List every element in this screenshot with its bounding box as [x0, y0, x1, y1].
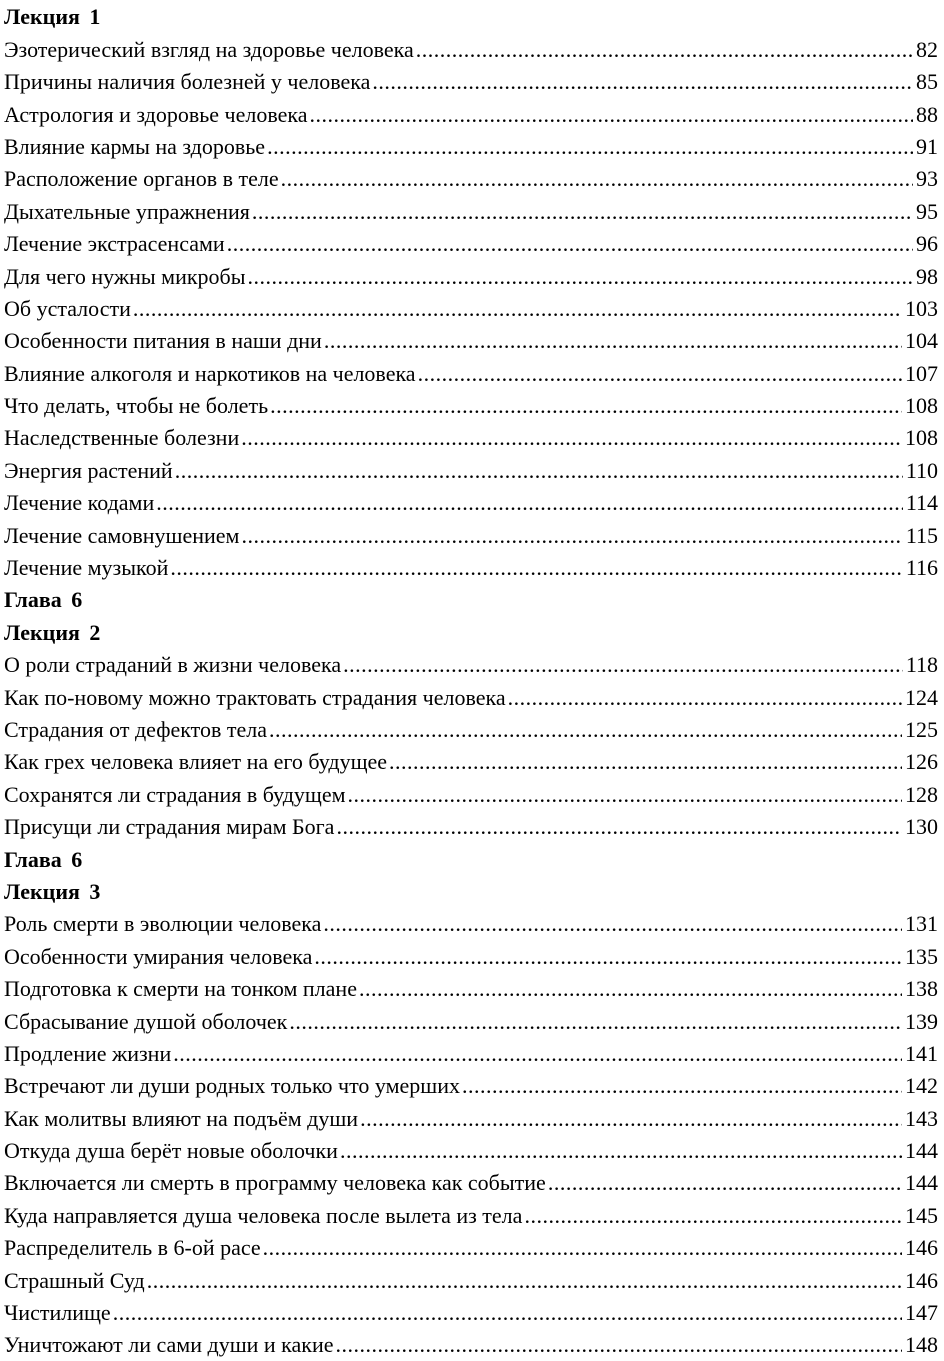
toc-entry-page-number: 114 — [905, 490, 938, 516]
dot-leader — [241, 523, 902, 549]
toc-entry — [4, 1070, 938, 1102]
toc-entry-page-number: 146 — [905, 1235, 938, 1261]
toc-entry — [4, 519, 938, 551]
dot-leader — [281, 166, 913, 192]
toc-entry-title: Эзотерический взгляд на здоровье человека — [4, 36, 414, 62]
toc-entry-title: Для чего нужны микробы — [4, 263, 246, 289]
toc-entry-page-number: 118 — [905, 652, 938, 678]
toc-entry — [4, 908, 938, 940]
toc-entry-page-number: 110 — [905, 457, 938, 483]
toc-entry — [4, 778, 938, 810]
dot-leader — [348, 782, 902, 808]
dot-leader — [548, 1170, 902, 1196]
table-of-contents — [4, 1, 938, 1361]
toc-entry — [4, 1135, 938, 1167]
toc-entry-title: Лечение экстрасенсами — [4, 231, 225, 257]
dot-leader — [418, 361, 902, 387]
toc-entry-title: Расположение органов в теле — [4, 166, 279, 192]
toc-entry-page-number: 124 — [905, 684, 938, 710]
toc-entry-title: Чистилище — [4, 1300, 111, 1326]
toc-entry-title: Энергия растений — [4, 457, 173, 483]
dot-leader — [156, 490, 903, 516]
toc-entry-page-number: 108 — [905, 425, 938, 451]
toc-entry-title: Как грех человека влияет на его будущее — [4, 749, 388, 775]
toc-entry — [4, 1005, 938, 1037]
toc-entry-page-number: 116 — [905, 555, 938, 581]
toc-entry — [4, 422, 938, 454]
toc-entry-title: Встречают ли души родных только что умерших — [4, 1073, 461, 1099]
toc-entry-title: Особенности умирания человека — [4, 943, 313, 969]
section-heading: Лекция 2 — [4, 619, 101, 645]
toc-entry-title: Влияние алкоголя и наркотиков на человека — [4, 360, 416, 386]
toc-entry-page-number: 142 — [905, 1073, 938, 1099]
toc-entry-page-number: 147 — [905, 1300, 938, 1326]
toc-entry-page-number: 146 — [905, 1267, 938, 1293]
dot-leader — [263, 1235, 902, 1261]
toc-entry — [4, 487, 938, 519]
toc-entry — [4, 1297, 938, 1329]
toc-entry-title: Наследственные болезни — [4, 425, 240, 451]
toc-entry — [4, 260, 938, 292]
dot-leader — [252, 199, 913, 225]
dot-leader — [173, 1041, 902, 1067]
toc-entry — [4, 1264, 938, 1296]
toc-entry — [4, 940, 938, 972]
dot-leader — [462, 1073, 902, 1099]
toc-entry-title: О роли страданий в жизни человека — [4, 652, 342, 678]
toc-entry — [4, 746, 938, 778]
toc-entry-page-number: 126 — [905, 749, 938, 775]
toc-entry-page-number: 125 — [905, 716, 938, 742]
toc-entry-page-number: 88 — [916, 101, 938, 127]
toc-entry-page-number: 145 — [905, 1202, 938, 1228]
toc-entry-title: Как по-новому можно трактовать страдания человека — [4, 684, 506, 710]
dot-leader — [270, 393, 902, 419]
toc-entry — [4, 163, 938, 195]
toc-entry-page-number: 144 — [905, 1138, 938, 1164]
toc-entry — [4, 195, 938, 227]
toc-entry-page-number: 93 — [916, 166, 938, 192]
toc-entry-page-number: 107 — [905, 360, 938, 386]
toc-entry-page-number: 95 — [916, 198, 938, 224]
toc-entry-title: Страдания от дефектов тела — [4, 716, 267, 742]
dot-leader — [336, 814, 902, 840]
toc-entry — [4, 714, 938, 746]
toc-entry — [4, 552, 938, 584]
toc-entry-title: Дыхательные упражнения — [4, 198, 250, 224]
toc-entry — [4, 325, 938, 357]
toc-entry-title: Страшный Суд — [4, 1267, 145, 1293]
toc-entry-page-number: 128 — [905, 781, 938, 807]
dot-leader — [113, 1300, 902, 1326]
toc-entry-page-number: 143 — [905, 1105, 938, 1131]
toc-entry-title: Об усталости — [4, 295, 131, 321]
toc-entry-title: Включается ли смерть в программу человека как событие — [4, 1170, 546, 1196]
toc-entry-title: Лечение музыкой — [4, 555, 169, 581]
dot-leader — [323, 911, 902, 937]
toc-entry — [4, 811, 938, 843]
toc-entry-title: Сбрасывание душой оболочек — [4, 1008, 288, 1034]
toc-entry — [4, 454, 938, 486]
toc-entry — [4, 66, 938, 98]
toc-entry — [4, 681, 938, 713]
toc-entry-page-number: 85 — [916, 69, 938, 95]
toc-entry-title: Распределитель в 6-ой расе — [4, 1235, 261, 1261]
toc-entry — [4, 1232, 938, 1264]
toc-entry-title: Лечение кодами — [4, 490, 155, 516]
dot-leader — [267, 134, 913, 160]
toc-entry — [4, 1038, 938, 1070]
section-heading: Лекция 1 — [4, 4, 101, 30]
toc-entry — [4, 973, 938, 1005]
toc-entry — [4, 293, 938, 325]
dot-leader — [248, 264, 913, 290]
toc-entry-page-number: 103 — [905, 295, 938, 321]
dot-leader — [170, 555, 902, 581]
toc-entry-title: Лечение самовнушением — [4, 522, 240, 548]
dot-leader — [340, 1138, 902, 1164]
section-heading: Лекция 3 — [4, 878, 101, 904]
dot-leader — [314, 944, 902, 970]
section-heading: Глава 6 — [4, 587, 83, 613]
toc-entry-title: Влияние кармы на здоровье — [4, 133, 266, 159]
toc-entry-page-number: 144 — [905, 1170, 938, 1196]
toc-entry — [4, 1329, 938, 1361]
dot-leader — [359, 976, 902, 1002]
toc-entry-page-number: 148 — [905, 1332, 938, 1358]
toc-entry — [4, 649, 938, 681]
toc-entry-title: Причины наличия болезней у человека — [4, 69, 371, 95]
toc-entry-title: Роль смерти в эволюции человека — [4, 911, 322, 937]
dot-leader — [360, 1106, 902, 1132]
toc-entry-page-number: 108 — [905, 393, 938, 419]
dot-leader — [324, 328, 902, 354]
dot-leader — [343, 652, 903, 678]
toc-entry — [4, 131, 938, 163]
toc-entry-page-number: 138 — [905, 976, 938, 1002]
toc-entry-title: Подготовка к смерти на тонком плане — [4, 976, 357, 1002]
toc-entry — [4, 1167, 938, 1199]
toc-entry-page-number: 139 — [905, 1008, 938, 1034]
toc-entry-page-number: 98 — [916, 263, 938, 289]
dot-leader — [508, 685, 902, 711]
dot-leader — [175, 458, 903, 484]
toc-entry-page-number: 115 — [905, 522, 938, 548]
toc-entry — [4, 228, 938, 260]
dot-leader — [336, 1332, 902, 1358]
dot-leader — [372, 69, 913, 95]
dot-leader — [227, 231, 913, 257]
toc-entry-title: Откуда душа берёт новые оболочки — [4, 1138, 338, 1164]
toc-entry-title: Продление жизни — [4, 1040, 172, 1066]
toc-entry-page-number: 135 — [905, 943, 938, 969]
section-heading: Глава 6 — [4, 846, 83, 872]
toc-entry-page-number: 82 — [916, 36, 938, 62]
toc-entry-page-number: 130 — [905, 814, 938, 840]
toc-entry — [4, 33, 938, 65]
dot-leader — [269, 717, 902, 743]
toc-entry-title: Уничтожают ли сами души и какие — [4, 1332, 334, 1358]
toc-entry — [4, 98, 938, 130]
dot-leader — [524, 1203, 902, 1229]
toc-entry-page-number: 131 — [905, 911, 938, 937]
dot-leader — [389, 749, 902, 775]
dot-leader — [310, 102, 914, 128]
dot-leader — [416, 37, 913, 63]
toc-entry — [4, 357, 938, 389]
toc-entry-title: Как молитвы влияют на подъём души — [4, 1105, 359, 1131]
dot-leader — [133, 296, 902, 322]
toc-entry — [4, 390, 938, 422]
toc-entry-page-number: 141 — [905, 1040, 938, 1066]
toc-entry — [4, 1102, 938, 1134]
toc-entry — [4, 1199, 938, 1231]
toc-entry-title: Что делать, чтобы не болеть — [4, 393, 269, 419]
toc-entry-page-number: 96 — [916, 231, 938, 257]
dot-leader — [147, 1268, 902, 1294]
toc-entry-title: Присущи ли страдания мирам Бога — [4, 814, 335, 840]
toc-entry-title: Сохранятся ли страдания в будущем — [4, 781, 346, 807]
dot-leader — [241, 425, 902, 451]
toc-entry-page-number: 91 — [916, 133, 938, 159]
toc-entry-page-number: 104 — [905, 328, 938, 354]
dot-leader — [289, 1009, 902, 1035]
toc-entry-title: Особенности питания в наши дни — [4, 328, 322, 354]
toc-entry-title: Астрология и здоровье человека — [4, 101, 308, 127]
toc-entry-title: Куда направляется душа человека после вылета из тела — [4, 1202, 523, 1228]
